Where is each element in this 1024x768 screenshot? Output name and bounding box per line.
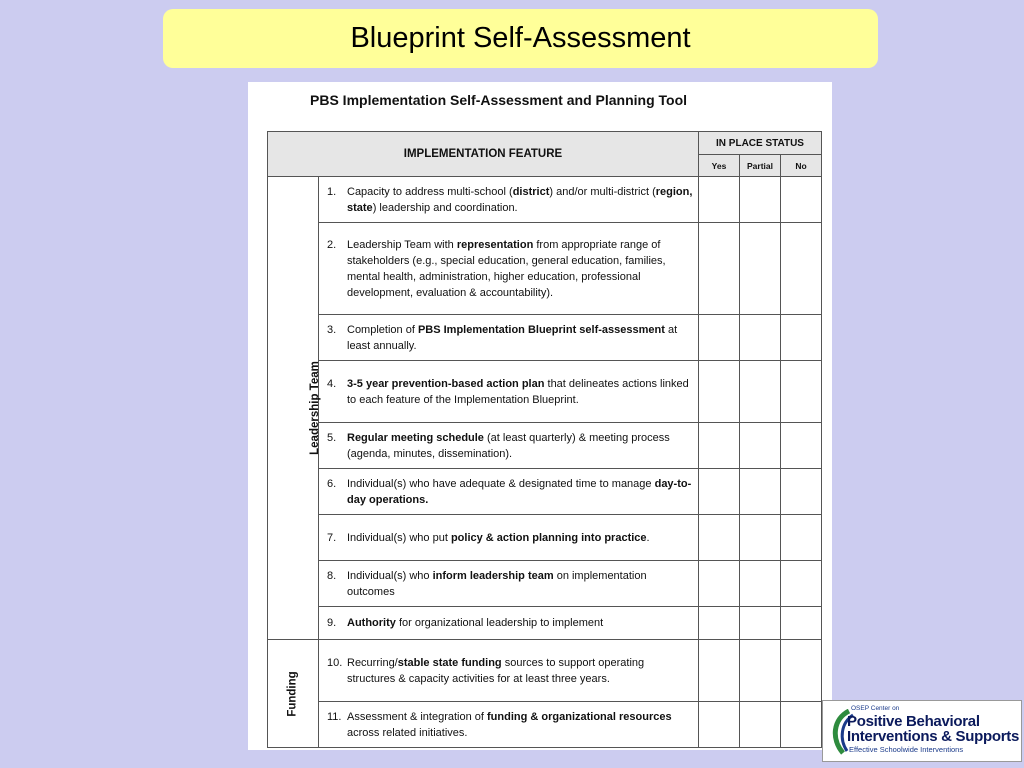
status-checkbox-partial [740, 515, 781, 561]
status-checkbox-no [781, 515, 822, 561]
feature-cell [319, 469, 699, 515]
table-row [268, 469, 822, 515]
status-header: IN PLACE STATUS [699, 132, 822, 155]
table-row [268, 423, 822, 469]
status-checkbox-no [781, 177, 822, 223]
status-checkbox-no [781, 361, 822, 423]
feature-text: Authority for organizational leadership to implement [347, 617, 604, 629]
status-col-yes: Yes [699, 155, 740, 177]
table-row [268, 361, 822, 423]
status-checkbox-yes [699, 640, 740, 702]
status-checkbox-partial [740, 223, 781, 315]
status-col-no: No [781, 155, 822, 177]
feature-text: Capacity to address multi-school (district) and/or multi-district (region, state) leadership and coordination. [347, 185, 693, 214]
status-checkbox-yes [699, 561, 740, 607]
status-checkbox-yes [699, 361, 740, 423]
status-checkbox-partial [740, 702, 781, 748]
status-checkbox-no [781, 223, 822, 315]
slide-title-box [163, 9, 878, 68]
feature-text: 3-5 year prevention-based action plan that delineates actions linked to each feature of the Implementation Blueprint. [347, 377, 689, 406]
table-row [268, 640, 822, 702]
feature-text: Individual(s) who have adequate & designated time to manage day-to-day operations. [347, 477, 692, 506]
feature-text: Recurring/stable state funding sources to support operating structures & capacity activities for at least three years. [347, 656, 645, 685]
status-col-partial: Partial [740, 155, 781, 177]
logo-small-text: OSEP Center on [851, 705, 900, 712]
feature-number: 5. [327, 431, 337, 444]
feature-cell [319, 640, 699, 702]
feature-number: 6. [327, 477, 337, 490]
pbis-logo [822, 700, 1022, 762]
status-checkbox-no [781, 640, 822, 702]
feature-number: 9. [327, 617, 337, 629]
status-checkbox-no [781, 315, 822, 361]
category-label: Funding [287, 670, 299, 717]
status-checkbox-yes [699, 423, 740, 469]
feature-number: 11. [327, 710, 342, 723]
status-checkbox-partial [740, 640, 781, 702]
status-checkbox-yes [699, 607, 740, 640]
self-assessment-table [267, 131, 822, 748]
table-row [268, 177, 822, 223]
feature-text: Completion of PBS Implementation Blueprint self-assessment at least annually. [347, 323, 678, 352]
logo-line2: Interventions & Supports [847, 728, 1019, 745]
feature-number: 1. [327, 185, 337, 198]
feature-text: Leadership Team with representation from appropriate range of stakeholders (e.g., special education, general education, families, mental health, administration, higher education, professional development, evaluation & accountability). [347, 238, 666, 299]
table-row [268, 223, 822, 315]
document-image [248, 82, 832, 750]
document-heading: PBS Implementation Self-Assessment and Planning Tool [310, 92, 688, 108]
status-checkbox-partial [740, 469, 781, 515]
feature-text: Regular meeting schedule (at least quarterly) & meeting process (agenda, minutes, dissemination). [347, 431, 670, 460]
feature-cell [319, 223, 699, 315]
feature-cell [319, 361, 699, 423]
feature-cell [319, 515, 699, 561]
category-cell [268, 177, 319, 640]
table-row [268, 561, 822, 607]
category-cell [268, 640, 319, 748]
feature-cell [319, 177, 699, 223]
feature-cell [319, 702, 699, 748]
feature-cell [319, 607, 699, 640]
feature-cell [319, 423, 699, 469]
status-checkbox-yes [699, 469, 740, 515]
feature-number: 10. [327, 656, 343, 669]
table-row [268, 515, 822, 561]
status-checkbox-partial [740, 607, 781, 640]
feature-text: Individual(s) who put policy & action planning into practice. [347, 531, 650, 544]
feature-number: 4. [327, 377, 337, 390]
table-row [268, 315, 822, 361]
feature-number: 8. [327, 569, 337, 582]
status-checkbox-partial [740, 361, 781, 423]
status-checkbox-partial [740, 561, 781, 607]
status-checkbox-yes [699, 515, 740, 561]
logo-line1: Positive Behavioral [847, 713, 980, 730]
feature-number: 3. [327, 323, 337, 336]
status-checkbox-partial [740, 423, 781, 469]
table-row [268, 607, 822, 640]
status-checkbox-yes [699, 315, 740, 361]
status-checkbox-partial [740, 177, 781, 223]
status-checkbox-no [781, 607, 822, 640]
status-checkbox-yes [699, 177, 740, 223]
status-checkbox-yes [699, 702, 740, 748]
feature-cell [319, 561, 699, 607]
status-checkbox-no [781, 702, 822, 748]
feature-text: Individual(s) who inform leadership team on implementation outcomes [347, 569, 647, 598]
feature-cell [319, 315, 699, 361]
feature-header: IMPLEMENTATION FEATURE [268, 132, 699, 177]
status-checkbox-no [781, 561, 822, 607]
slide-title: Blueprint Self-Assessment [350, 22, 691, 54]
feature-number: 7. [327, 531, 337, 544]
status-checkbox-yes [699, 223, 740, 315]
status-checkbox-no [781, 469, 822, 515]
table-row [268, 702, 822, 748]
category-label: Leadership Team [308, 361, 321, 455]
feature-number: 2. [327, 238, 337, 251]
status-checkbox-partial [740, 315, 781, 361]
status-checkbox-no [781, 423, 822, 469]
feature-text: Assessment & integration of funding & organizational resources across related initiatives. [347, 710, 672, 739]
logo-tagline: Effective Schoolwide Interventions [849, 745, 964, 754]
